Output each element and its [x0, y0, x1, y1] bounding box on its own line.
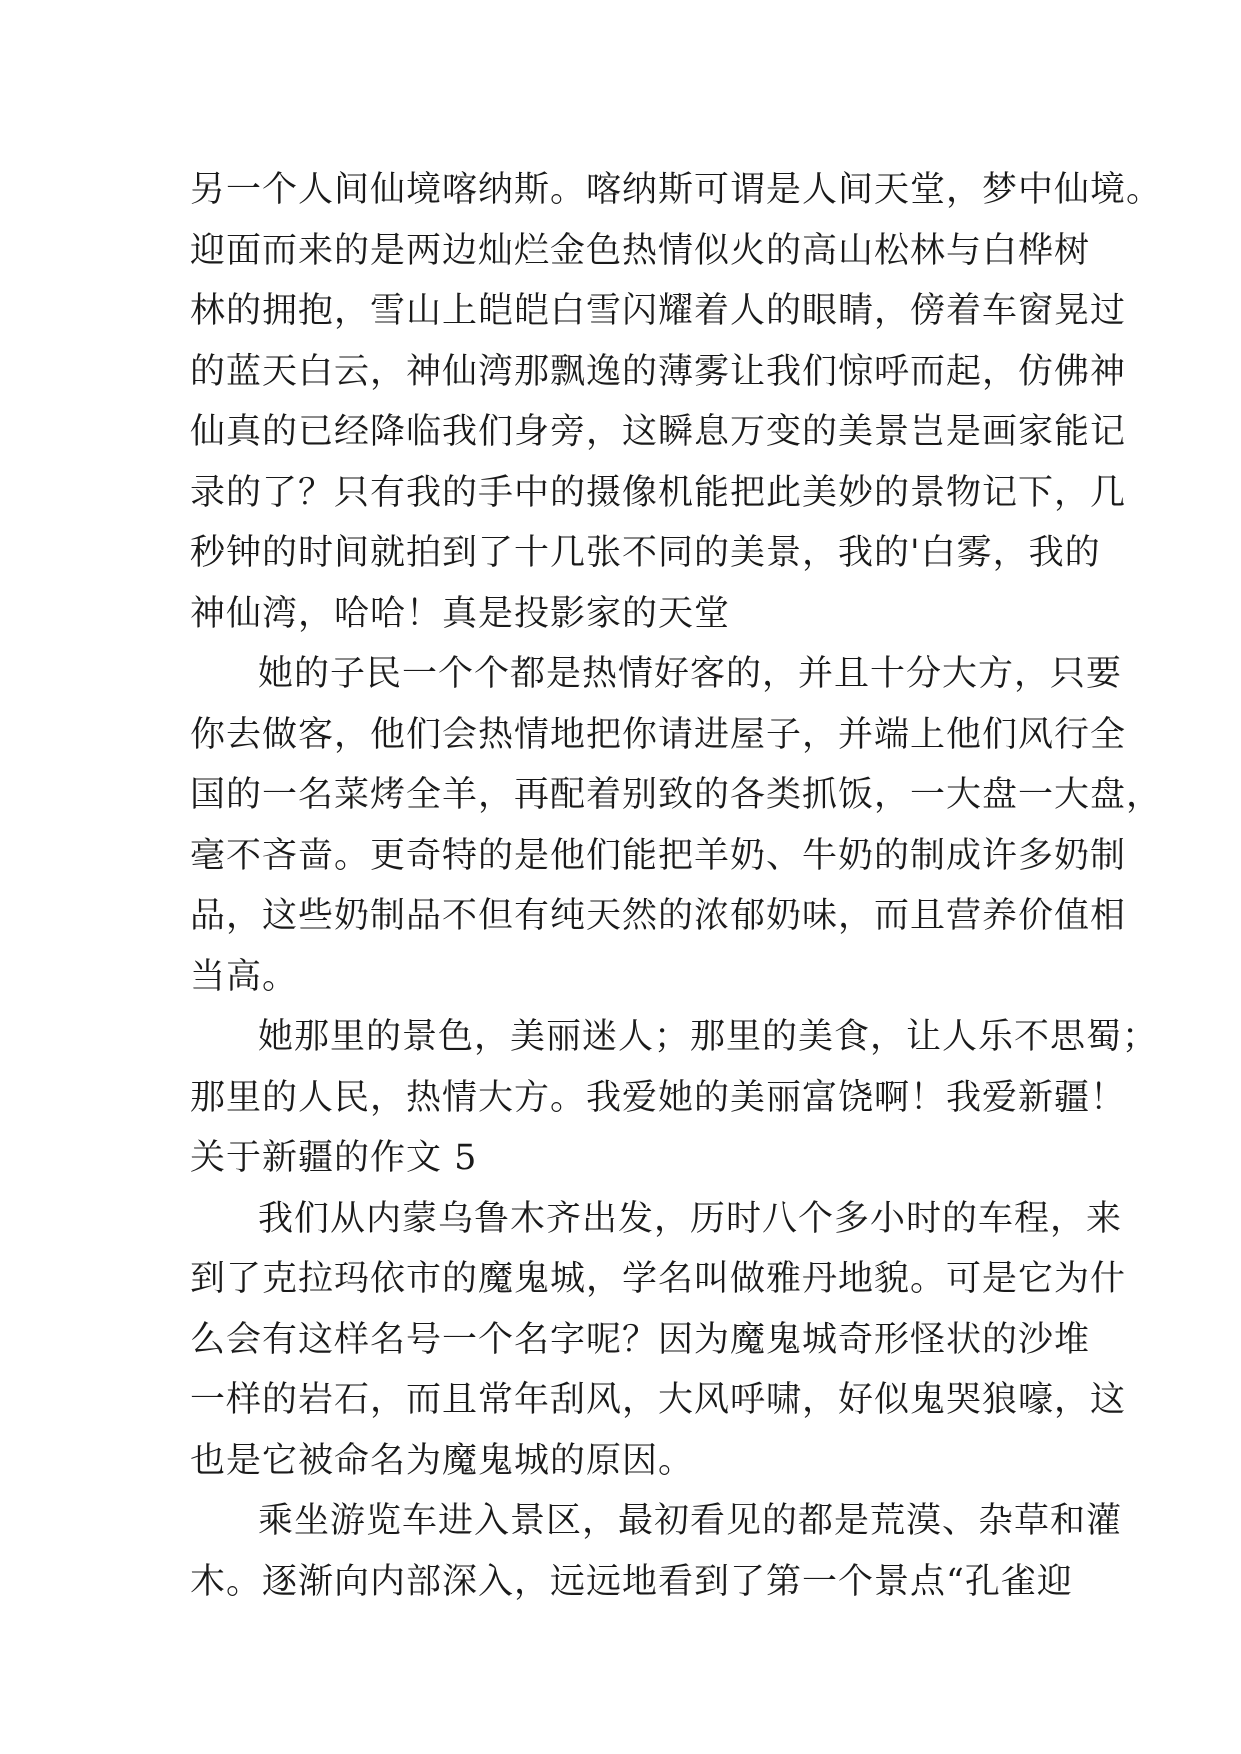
- paragraph-first-line: 乘坐游览车进入景区，最初看见的都是荒漠、杂草和灌: [258, 1501, 1123, 1541]
- text-line: 那里的人民，热情大方。我爱她的美丽富饶啊！我爱新疆！: [190, 1077, 1127, 1118]
- text-line: 品，这些奶制品不但有纯天然的浓郁奶味，而且营养价值相: [190, 896, 1127, 936]
- text-line: 到了克拉玛依市的魔鬼城，学名叫做雅丹地貌。可是它为什: [190, 1259, 1127, 1299]
- text-line: 另一个人间仙境喀纳斯。喀纳斯可谓是人间天堂，梦中仙境。: [190, 170, 1163, 210]
- text-line: 神仙湾，哈哈！真是投影家的天堂: [190, 593, 731, 634]
- text-line: 木。逐渐向内部深入，远远地看到了第一个景点“孔雀迎: [190, 1561, 1073, 1602]
- paragraph-first-line: 她的子民一个个都是热情好客的，并且十分大方，只要: [258, 654, 1123, 694]
- text-line: 你去做客，他们会热情地把你请进屋子，并端上他们风行全: [190, 714, 1127, 755]
- text-line: 录的了？只有我的手中的摄像机能把此美妙的景物记下，几: [190, 472, 1127, 513]
- paragraph-first-line: 她那里的景色，美丽迷人；那里的美食，让人乐不思蜀；: [258, 1017, 1159, 1057]
- text-line: 当高。: [190, 956, 299, 997]
- text-line: 国的一名菜烤全羊，再配着别致的各类抓饭，一大盘一大盘，: [190, 775, 1163, 815]
- text-line: 毫不吝啬。更奇特的是他们能把羊奶、牛奶的制成许多奶制: [190, 835, 1127, 876]
- text-line: 迎面而来的是两边灿烂金色热情似火的高山松林与白桦树: [190, 230, 1091, 271]
- body-text: [190, 160, 1163, 1612]
- text-line: 也是它被命名为魔鬼城的原因。: [190, 1440, 695, 1481]
- text-line: 林的拥抱，雪山上皑皑白雪闪耀着人的眼睛，傍着车窗晃过: [190, 291, 1127, 331]
- text-line: 么会有这样名号一个名字呢？因为魔鬼城奇形怪状的沙堆: [190, 1319, 1091, 1360]
- text-line: 仙真的已经降临我们身旁，这瞬息万变的美景岂是画家能记: [190, 412, 1127, 452]
- text-line: 一样的岩石，而且常年刮风，大风呼啸，好似鬼哭狼嚎，这: [190, 1380, 1127, 1420]
- paragraph-first-line: 我们从内蒙乌鲁木齐出发，历时八个多小时的车程，来: [258, 1198, 1123, 1239]
- section-heading: 关于新疆的作文 5: [190, 1138, 478, 1178]
- text-line: 的蓝天白云，神仙湾那飘逸的薄雾让我们惊呼而起，仿佛神: [190, 351, 1127, 392]
- text-line: 秒钟的时间就拍到了十几张不同的美景，我的'白雾，我的: [190, 533, 1101, 573]
